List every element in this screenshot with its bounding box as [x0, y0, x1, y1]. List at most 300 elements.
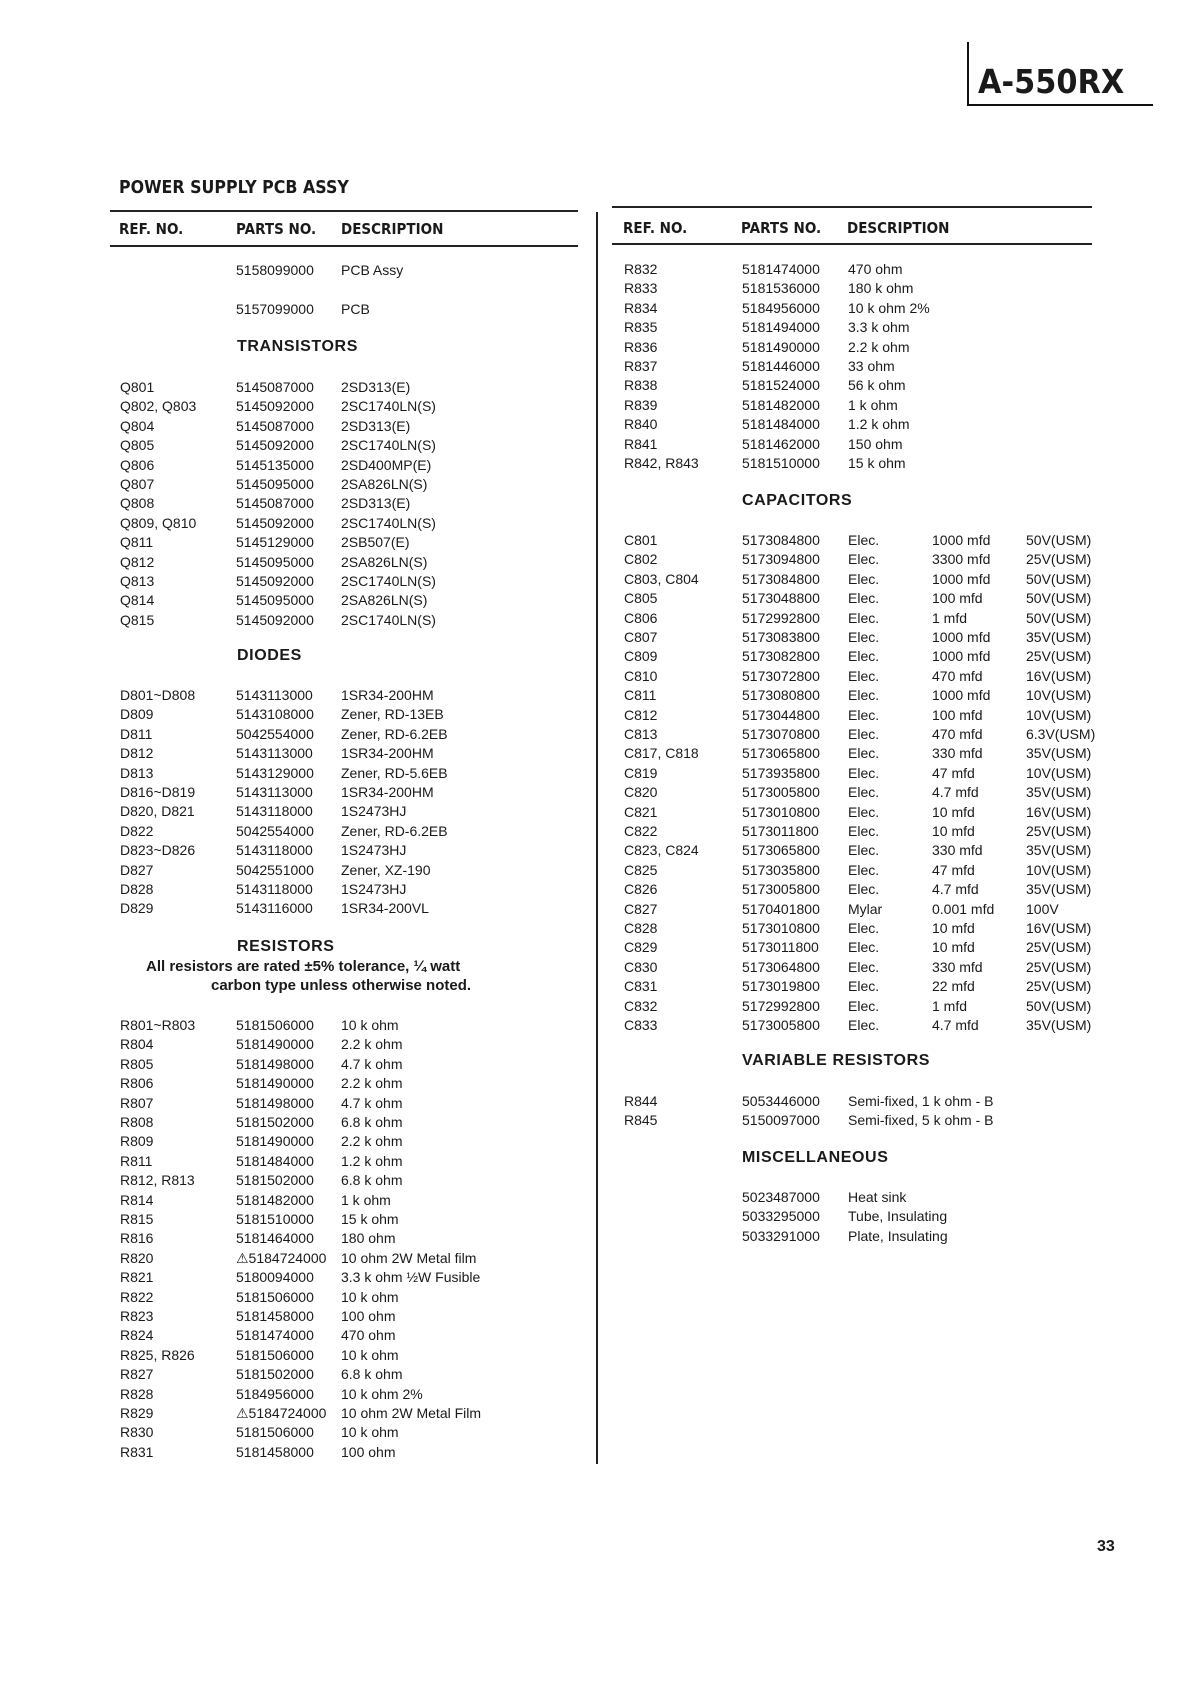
capacitor-row-rating: 10V(USM)	[1026, 687, 1092, 704]
diode-row-ref: D801~D808	[120, 687, 196, 703]
transistor-row-ref: Q809, Q810	[120, 514, 197, 531]
resistor-row-description: 1 k ohm	[848, 396, 898, 413]
capacitor-row-ref: C801	[624, 532, 658, 548]
capacitor-row-value: 1 mfd	[932, 997, 968, 1014]
resistor-row-part-number: ⚠5184724000	[236, 1249, 327, 1266]
capacitor-row-value: 330 mfd	[932, 958, 983, 975]
diode-row-ref: D813	[120, 764, 154, 781]
model-title: A-550RX	[978, 62, 1125, 101]
transistor-row-part-number: 5145092000	[236, 398, 314, 415]
capacitor-row-value: 10 mfd	[932, 823, 975, 839]
resistor-row-part-number: 5181490000	[236, 1075, 314, 1092]
capacitor-row-value: 10 mfd	[932, 939, 975, 956]
resistor-row-ref: R815	[120, 1211, 154, 1227]
capacitor-row-value: 10 mfd	[932, 803, 975, 820]
misc-row-part-number: 5023487000	[742, 1189, 820, 1205]
capacitor-row-value: 1000 mfd	[932, 532, 991, 548]
capacitor-row-part-number: 5172992800	[742, 609, 820, 626]
capacitor-row-ref: C831	[624, 978, 658, 995]
transistors-heading: TRANSISTORS	[237, 338, 358, 355]
capacitor-row-ref: C826	[624, 881, 658, 898]
resistor-row-description: 4.7 k ohm	[341, 1055, 403, 1072]
diode-row-description: 1S2473HJ	[341, 803, 407, 820]
capacitor-row-rating: 25V(USM)	[1026, 823, 1092, 839]
capacitor-row-ref: C819	[624, 764, 658, 781]
resistors-heading: RESISTORS	[237, 938, 335, 955]
capacitor-row-rating: 25V(USM)	[1026, 939, 1092, 956]
resistor-row-description: 470 ohm	[341, 1327, 396, 1344]
capacitor-row-value: 330 mfd	[932, 842, 983, 859]
capacitor-row-rating: 10V(USM)	[1026, 764, 1092, 781]
capacitor-row-value: 100 mfd	[932, 590, 983, 607]
transistor-row-description: 2SD313(E)	[341, 417, 411, 434]
capacitor-row-ref: C822	[624, 823, 658, 839]
transistor-row-part-number: 5145087000	[236, 379, 314, 395]
capacitor-row-type: Elec.	[848, 978, 880, 995]
capacitor-row-value: 470 mfd	[932, 726, 983, 742]
diode-row-part-number: 5042551000	[236, 861, 314, 878]
variable-resistor-row-description: Semi-fixed, 5 k ohm - B	[848, 1112, 994, 1129]
transistor-row-description: 2SC1740LN(S)	[341, 573, 436, 589]
capacitor-row-ref: C829	[624, 939, 658, 956]
resistor-row-description: 10 k ohm	[341, 1288, 399, 1305]
capacitor-row-ref: C823, C824	[624, 842, 699, 859]
capacitor-row-part-number: 5173082800	[742, 648, 820, 665]
resistor-row-ref: R839	[624, 396, 658, 413]
capacitor-row-rating: 10V(USM)	[1026, 861, 1092, 878]
capacitor-row-value: 3300 mfd	[932, 551, 991, 568]
diode-row-ref: D828	[120, 881, 154, 897]
resistor-row-ref: R837	[624, 358, 658, 374]
transistor-row-ref: Q808	[120, 495, 155, 512]
resistor-row-description: 1.2 k ohm	[848, 416, 910, 433]
resistor-row-part-number: 5181490000	[236, 1133, 314, 1150]
capacitor-row-ref: C817, C818	[624, 745, 699, 762]
diode-row-description: Zener, RD-6.2EB	[341, 822, 448, 839]
resistor-row-part-number: 5181474000	[236, 1327, 314, 1344]
capacitor-row-part-number: 5173072800	[742, 667, 820, 684]
capacitor-row-rating: 35V(USM)	[1026, 881, 1092, 898]
capacitor-row-part-number: 5173083800	[742, 629, 820, 645]
resistor-row-description: 2.2 k ohm	[341, 1075, 403, 1092]
resistor-row-description: 180 ohm	[341, 1230, 396, 1247]
capacitor-row-part-number: 5173084800	[742, 570, 820, 587]
resistor-row-ref: R816	[120, 1230, 154, 1247]
capacitor-row-part-number: 5173044800	[742, 706, 820, 723]
capacitor-row-part-number: 5173064800	[742, 958, 820, 975]
transistor-row-ref: Q812	[120, 553, 155, 570]
resistor-row-part-number: 5181498000	[236, 1055, 314, 1072]
capacitor-row-value: 4.7 mfd	[932, 1017, 979, 1033]
capacitor-row-rating: 50V(USM)	[1026, 590, 1092, 607]
resistor-row-part-number: 5181498000	[236, 1094, 314, 1111]
resistor-row-ref: R835	[624, 319, 658, 336]
resistor-row-ref: R832	[624, 261, 658, 277]
transistor-row-ref: Q807	[120, 476, 155, 492]
resistor-row-ref: R808	[120, 1114, 154, 1130]
resistor-row-ref: R824	[120, 1327, 154, 1344]
capacitor-row-value: 1000 mfd	[932, 687, 991, 704]
capacitor-row-rating: 16V(USM)	[1026, 803, 1092, 820]
capacitor-row-type: Elec.	[848, 958, 880, 975]
resistor-row-part-number: 5181524000	[742, 377, 820, 394]
right-ref-header: REF. NO.	[623, 219, 688, 237]
capacitor-row-rating: 50V(USM)	[1026, 609, 1092, 626]
resistor-row-part-number: 5181510000	[742, 455, 820, 471]
capacitor-row-type: Elec.	[848, 881, 880, 898]
resistor-row-part-number: 5181484000	[236, 1152, 314, 1169]
diode-row-part-number: 5143113000	[236, 745, 313, 762]
resistor-row-part-number: 5181506000	[236, 1288, 314, 1305]
resistor-row-part-number: ⚠5184724000	[236, 1405, 327, 1421]
transistor-row-description: 2SA826LN(S)	[341, 553, 428, 570]
transistor-row-part-number: 5145095000	[236, 553, 314, 570]
diode-row-description: Zener, RD-6.2EB	[341, 725, 448, 742]
resistor-row-part-number: 5181474000	[742, 261, 820, 277]
resistor-row-description: 15 k ohm	[341, 1211, 399, 1227]
resistor-row-description: 1 k ohm	[341, 1191, 391, 1208]
resistor-row-description: 15 k ohm	[848, 455, 906, 471]
assy-part-number: 5158099000	[236, 262, 314, 278]
capacitor-row-part-number: 5173065800	[742, 842, 820, 859]
capacitor-row-value: 4.7 mfd	[932, 784, 979, 801]
resistor-row-part-number: 5184956000	[742, 299, 820, 316]
transistor-row-description: 2SC1740LN(S)	[341, 437, 436, 454]
capacitor-row-rating: 100V	[1026, 900, 1059, 917]
diode-row-ref: D816~D819	[120, 784, 196, 800]
capacitor-row-ref: C821	[624, 803, 658, 820]
capacitor-row-ref: C802	[624, 551, 658, 568]
resistor-row-description: 10 k ohm	[341, 1346, 399, 1363]
resistor-row-ref: R814	[120, 1191, 154, 1208]
resistor-row-description: 3.3 k ohm ½W Fusible	[341, 1269, 481, 1286]
capacitor-row-type: Mylar	[848, 900, 883, 917]
resistor-row-ref: R836	[624, 338, 658, 355]
resistor-row-ref: R822	[120, 1288, 154, 1305]
capacitor-row-rating: 50V(USM)	[1026, 570, 1092, 587]
capacitor-row-part-number: 5173094800	[742, 551, 820, 568]
capacitor-row-value: 10 mfd	[932, 920, 975, 936]
resistor-row-ref: R830	[120, 1424, 154, 1441]
resistor-row-part-number: 5181494000	[742, 319, 820, 336]
capacitor-row-ref: C803, C804	[624, 570, 699, 587]
transistor-row-part-number: 5145129000	[236, 534, 314, 551]
capacitor-row-type: Elec.	[848, 1017, 880, 1033]
resistor-row-description: 33 ohm	[848, 358, 895, 374]
resistor-row-description: 4.7 k ohm	[341, 1094, 403, 1111]
diode-row-part-number: 5143108000	[236, 706, 314, 723]
capacitor-row-rating: 16V(USM)	[1026, 920, 1092, 936]
capacitor-row-value: 470 mfd	[932, 667, 983, 684]
diode-row-description: 1S2473HJ	[341, 842, 407, 859]
resistor-row-part-number: 5181464000	[236, 1230, 314, 1247]
capacitor-row-rating: 50V(USM)	[1026, 997, 1092, 1014]
diode-row-part-number: 5042554000	[236, 725, 314, 742]
resistor-row-part-number: 5181490000	[742, 338, 820, 355]
resistor-row-ref: R840	[624, 416, 658, 433]
transistor-row-ref: Q815	[120, 611, 155, 628]
capacitor-row-type: Elec.	[848, 532, 880, 548]
diode-row-ref: D823~D826	[120, 842, 196, 859]
transistor-row-part-number: 5145095000	[236, 476, 314, 492]
misc-row-part-number: 5033291000	[742, 1227, 820, 1244]
capacitor-row-rating: 25V(USM)	[1026, 978, 1092, 995]
resistor-row-part-number: 5181482000	[236, 1191, 314, 1208]
pcb-part-number: 5157099000	[236, 301, 314, 317]
capacitor-row-type: Elec.	[848, 784, 880, 801]
diode-row-description: 1SR34-200VL	[341, 900, 429, 917]
capacitor-row-type: Elec.	[848, 648, 880, 665]
resistor-row-description: 100 ohm	[341, 1443, 396, 1460]
resistor-row-ref: R838	[624, 377, 658, 394]
resistor-row-part-number: 5181502000	[236, 1114, 314, 1130]
transistor-row-ref: Q806	[120, 456, 155, 473]
variable-resistor-row-description: Semi-fixed, 1 k ohm - B	[848, 1093, 994, 1109]
diode-row-ref: D827	[120, 861, 154, 878]
resistor-row-ref: R811	[120, 1152, 153, 1169]
misc-row-description: Heat sink	[848, 1189, 907, 1205]
capacitor-row-type: Elec.	[848, 570, 880, 587]
capacitor-row-part-number: 5173019800	[742, 978, 820, 995]
diode-row-part-number: 5143118000	[236, 842, 313, 859]
transistor-row-ref: Q814	[120, 592, 155, 609]
resistor-row-ref: R841	[624, 435, 658, 452]
capacitor-row-rating: 35V(USM)	[1026, 1017, 1092, 1033]
transistor-row-description: 2SD313(E)	[341, 495, 411, 512]
capacitor-row-part-number: 5173005800	[742, 881, 820, 898]
resistor-row-description: 100 ohm	[341, 1308, 396, 1324]
diode-row-description: 1SR34-200HM	[341, 784, 434, 800]
diode-row-part-number: 5143118000	[236, 803, 313, 820]
variable-resistor-row-ref: R844	[624, 1093, 658, 1109]
transistor-row-part-number: 5145092000	[236, 437, 314, 454]
capacitor-row-ref: C807	[624, 629, 658, 645]
page-number: 33	[1097, 1538, 1115, 1555]
capacitor-row-type: Elec.	[848, 803, 880, 820]
diode-row-ref: D811	[120, 725, 153, 742]
capacitor-row-ref: C805	[624, 590, 658, 607]
model-rule-horizontal	[967, 104, 1153, 106]
resistor-row-ref: R801~R803	[120, 1017, 196, 1033]
diode-row-description: 1S2473HJ	[341, 881, 407, 897]
capacitor-row-part-number: 5173011800	[742, 939, 819, 956]
transistor-row-description: 2SC1740LN(S)	[341, 611, 436, 628]
resistors-note-line-2: carbon type unless otherwise noted.	[211, 977, 472, 994]
capacitor-row-type: Elec.	[848, 842, 880, 859]
resistor-row-ref: R828	[120, 1385, 154, 1402]
capacitor-row-ref: C813	[624, 726, 658, 742]
resistor-row-part-number: 5181510000	[236, 1211, 314, 1227]
resistor-row-part-number: 5181462000	[742, 435, 820, 452]
resistor-row-description: 3.3 k ohm	[848, 319, 910, 336]
resistor-row-part-number: 5184956000	[236, 1385, 314, 1402]
capacitor-row-value: 100 mfd	[932, 706, 983, 723]
variable-resistors-heading: VARIABLE RESISTORS	[742, 1052, 931, 1069]
capacitor-row-part-number: 5173065800	[742, 745, 820, 762]
resistor-row-part-number: 5181506000	[236, 1424, 314, 1441]
capacitor-row-type: Elec.	[848, 764, 880, 781]
capacitor-row-part-number: 5173070800	[742, 726, 820, 742]
capacitor-row-ref: C809	[624, 648, 658, 665]
capacitor-row-part-number: 5172992800	[742, 997, 820, 1014]
capacitor-row-type: Elec.	[848, 667, 880, 684]
capacitor-row-rating: 35V(USM)	[1026, 784, 1092, 801]
diode-row-description: Zener, RD-13EB	[341, 706, 444, 723]
variable-resistor-row-part-number: 5150097000	[742, 1112, 820, 1129]
capacitor-row-value: 4.7 mfd	[932, 881, 979, 898]
capacitor-row-ref: C810	[624, 667, 658, 684]
capacitor-row-part-number: 5173084800	[742, 532, 820, 548]
resistor-row-description: 10 k ohm 2%	[848, 299, 930, 316]
capacitor-row-ref: C832	[624, 997, 658, 1014]
model-rule-vertical	[967, 42, 969, 106]
capacitor-row-part-number: 5173035800	[742, 861, 820, 878]
resistor-row-ref: R812, R813	[120, 1172, 195, 1189]
resistor-row-ref: R823	[120, 1308, 154, 1324]
capacitor-row-ref: C820	[624, 784, 658, 801]
misc-row-description: Tube, Insulating	[848, 1208, 948, 1225]
resistor-row-part-number: 5180094000	[236, 1269, 314, 1286]
capacitor-row-rating: 10V(USM)	[1026, 706, 1092, 723]
transistor-row-part-number: 5145087000	[236, 417, 314, 434]
transistor-row-part-number: 5145092000	[236, 573, 314, 589]
transistor-row-description: 2SC1740LN(S)	[341, 514, 436, 531]
resistor-row-part-number: 5181482000	[742, 396, 820, 413]
capacitor-row-type: Elec.	[848, 823, 880, 839]
resistor-row-part-number: 5181446000	[742, 358, 820, 374]
transistor-row-ref: Q811	[120, 534, 154, 551]
capacitor-row-rating: 25V(USM)	[1026, 958, 1092, 975]
capacitor-row-type: Elec.	[848, 726, 880, 742]
misc-row-part-number: 5033295000	[742, 1208, 820, 1225]
diode-row-part-number: 5143113000	[236, 687, 313, 703]
capacitor-row-value: 1000 mfd	[932, 648, 991, 665]
resistor-row-part-number: 5181458000	[236, 1443, 314, 1460]
transistor-row-ref: Q804	[120, 417, 155, 434]
left-header-rule	[110, 245, 578, 247]
diode-row-ref: D809	[120, 706, 154, 723]
capacitor-row-part-number: 5173011800	[742, 823, 819, 839]
capacitor-row-ref: C833	[624, 1017, 658, 1033]
resistor-row-ref: R829	[120, 1405, 154, 1421]
resistor-row-part-number: 5181506000	[236, 1017, 314, 1033]
resistor-row-description: 1.2 k ohm	[341, 1152, 403, 1169]
transistor-row-description: 2SD400MP(E)	[341, 456, 432, 473]
capacitor-row-part-number: 5173048800	[742, 590, 820, 607]
transistor-row-part-number: 5145092000	[236, 514, 314, 531]
resistor-row-description: 10 k ohm	[341, 1017, 399, 1033]
left-top-rule	[110, 210, 578, 212]
capacitor-row-type: Elec.	[848, 706, 880, 723]
capacitor-row-part-number: 5173005800	[742, 1017, 820, 1033]
transistor-row-part-number: 5145087000	[236, 495, 314, 512]
resistor-row-ref: R825, R826	[120, 1346, 195, 1363]
diode-row-description: 1SR34-200HM	[341, 745, 434, 762]
resistor-row-description: 2.2 k ohm	[848, 338, 910, 355]
capacitor-row-value: 22 mfd	[932, 978, 975, 995]
transistor-row-description: 2SD313(E)	[341, 379, 411, 395]
resistor-row-description: 150 ohm	[848, 435, 903, 452]
resistor-row-part-number: 5181506000	[236, 1346, 314, 1363]
diodes-heading: DIODES	[237, 647, 302, 664]
resistor-row-ref: R820	[120, 1249, 154, 1266]
resistor-row-description: 6.8 k ohm	[341, 1172, 403, 1189]
right-header-rule	[612, 243, 1092, 245]
capacitor-row-type: Elec.	[848, 609, 880, 626]
resistor-row-ref: R833	[624, 280, 658, 297]
capacitor-row-type: Elec.	[848, 629, 880, 645]
resistor-row-description: 10 k ohm	[341, 1424, 399, 1441]
capacitors-heading: CAPACITORS	[742, 492, 853, 509]
transistor-row-description: 2SC1740LN(S)	[341, 398, 436, 415]
resistor-row-part-number: 5181490000	[236, 1036, 314, 1053]
capacitor-row-rating: 6.3V(USM)	[1026, 726, 1096, 742]
diode-row-description: Zener, RD-5.6EB	[341, 764, 448, 781]
diode-row-ref: D820, D821	[120, 803, 195, 820]
resistor-row-description: 10 k ohm 2%	[341, 1385, 423, 1402]
pcb-description: PCB	[341, 301, 370, 317]
resistor-row-ref: R827	[120, 1366, 154, 1383]
capacitor-row-ref: C828	[624, 920, 658, 936]
resistor-row-ref: R834	[624, 299, 658, 316]
transistor-row-part-number: 5145135000	[236, 456, 314, 473]
capacitor-row-rating: 35V(USM)	[1026, 629, 1092, 645]
variable-resistor-row-ref: R845	[624, 1112, 658, 1129]
capacitor-row-type: Elec.	[848, 590, 880, 607]
capacitor-row-ref: C830	[624, 958, 658, 975]
transistor-row-ref: Q802, Q803	[120, 398, 197, 415]
misc-row-description: Plate, Insulating	[848, 1227, 948, 1244]
diode-row-part-number: 5143118000	[236, 881, 313, 897]
capacitor-row-type: Elec.	[848, 939, 880, 956]
capacitor-row-part-number: 5173080800	[742, 687, 820, 704]
resistors-note-line-1: All resistors are rated ±5% tolerance, ¼ watt	[146, 958, 461, 975]
capacitor-row-value: 330 mfd	[932, 745, 983, 762]
capacitor-row-value: 47 mfd	[932, 764, 975, 781]
resistor-row-ref: R805	[120, 1055, 154, 1072]
capacitor-row-ref: C812	[624, 706, 658, 723]
resistor-row-description: 2.2 k ohm	[341, 1133, 403, 1150]
left-parts-header: PARTS NO.	[236, 220, 317, 238]
resistor-row-description: 180 k ohm	[848, 280, 914, 297]
resistor-row-part-number: 5181502000	[236, 1366, 314, 1383]
capacitor-row-part-number: 5173010800	[742, 920, 820, 936]
diode-row-part-number: 5143116000	[236, 900, 313, 917]
resistor-row-part-number: 5181458000	[236, 1308, 314, 1324]
capacitor-row-rating: 35V(USM)	[1026, 745, 1092, 762]
resistor-row-part-number: 5181536000	[742, 280, 820, 297]
capacitor-row-value: 47 mfd	[932, 861, 975, 878]
capacitor-row-rating: 35V(USM)	[1026, 842, 1092, 859]
resistor-row-ref: R842, R843	[624, 455, 699, 471]
capacitor-row-rating: 16V(USM)	[1026, 667, 1092, 684]
resistor-row-description: 6.8 k ohm	[341, 1114, 403, 1130]
diode-row-ref: D812	[120, 745, 154, 762]
resistor-row-description: 2.2 k ohm	[341, 1036, 403, 1053]
column-divider	[596, 212, 598, 1464]
diode-row-ref: D822	[120, 822, 154, 839]
transistor-row-description: 2SB507(E)	[341, 534, 410, 551]
capacitor-row-value: 1000 mfd	[932, 629, 991, 645]
resistor-row-ref: R807	[120, 1094, 154, 1111]
resistor-row-description: 470 ohm	[848, 261, 903, 277]
capacitor-row-type: Elec.	[848, 997, 880, 1014]
capacitor-row-ref: C806	[624, 609, 658, 626]
capacitor-row-rating: 25V(USM)	[1026, 648, 1092, 665]
capacitor-row-ref: C825	[624, 861, 658, 878]
resistor-row-part-number: 5181502000	[236, 1172, 314, 1189]
resistor-row-ref: R821	[120, 1269, 154, 1286]
